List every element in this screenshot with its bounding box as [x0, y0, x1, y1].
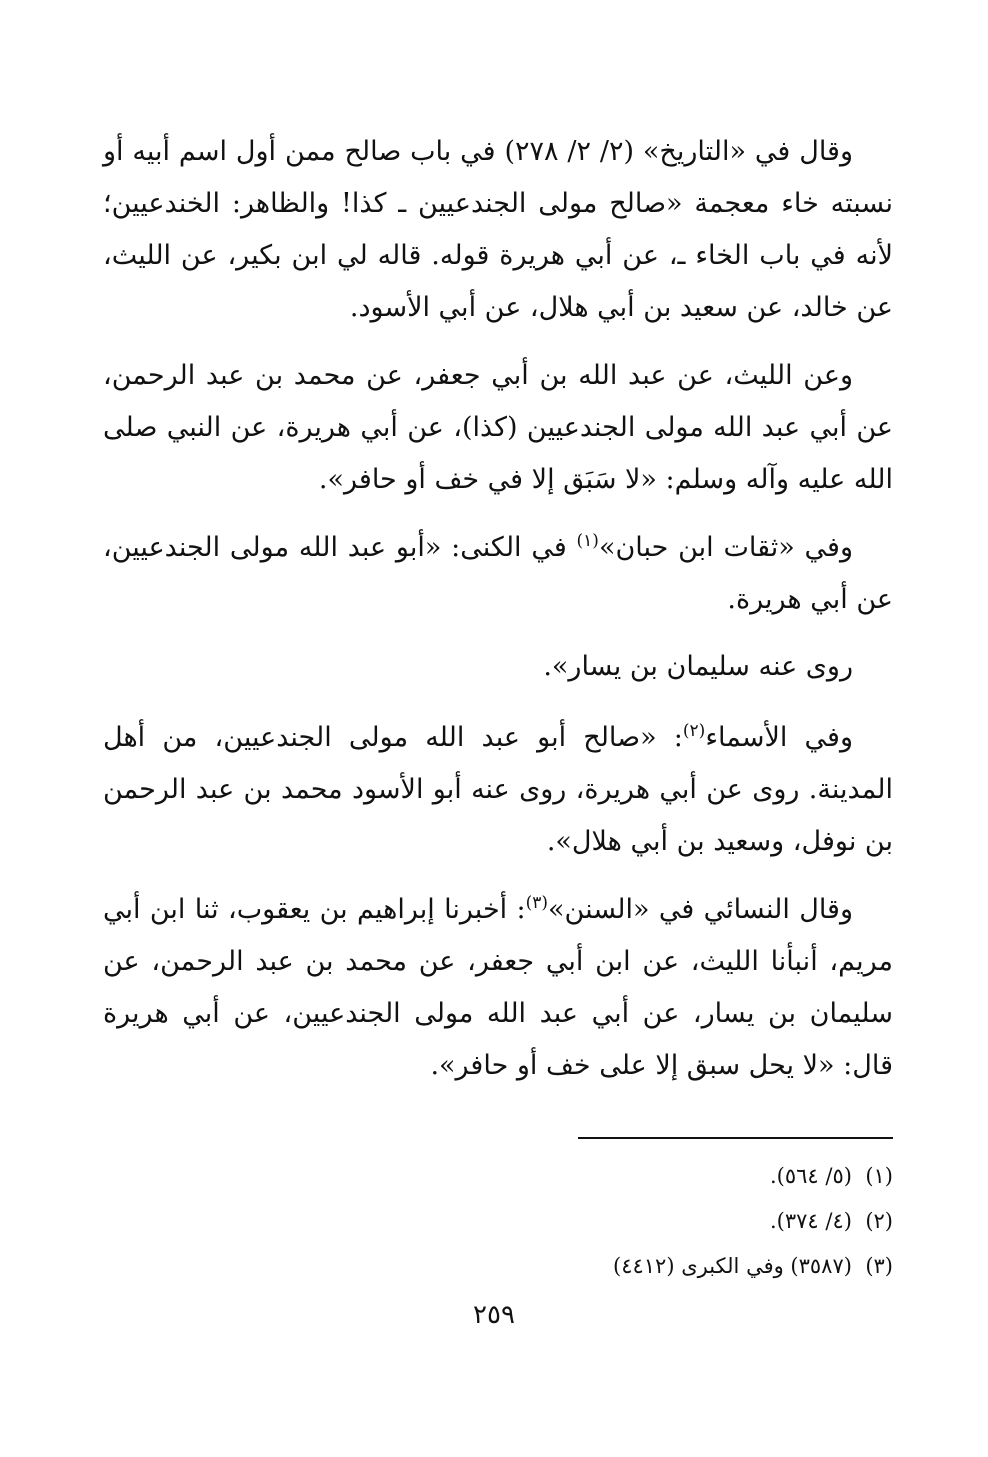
paragraph-3-text-before: وفي «ثقات ابن حبان»	[598, 532, 854, 563]
paragraph-2-text: وعن الليث، عن عبد الله بن أبي جعفر، عن محمد بن عبد الرحمن، عن أبي عبد الله مولى الجندعيين (كذا)، عن أبي هريرة، عن النبي صلى الله عليه وآله وسلم: «لا سَبَق إلا في خف أو حافر».	[103, 360, 893, 495]
footnote-2-text: (٤/ ٣٧٤).	[769, 1209, 852, 1233]
paragraph-2	[103, 350, 893, 506]
footnote-ref-2: (٢)	[682, 721, 706, 741]
footnote-1-text: (٥/ ٥٦٤).	[769, 1164, 852, 1188]
paragraph-3	[103, 522, 893, 626]
paragraph-5-text-after: : «صالح أبو عبد الله مولى الجندعيين، من أهل المدينة. روى عن أبي هريرة، روى عنه أبو الأسود محمد بن عبد الرحمن بن نوفل، وسعيد بن أبي هلال».	[103, 722, 893, 857]
paragraph-1-text: وقال في «التاريخ» (٢/ ٢/ ٢٧٨) في باب صالح ممن أول اسم أبيه أو نسبته خاء معجمة «صالح مولى الجندعيين ـ كذا! والظاهر: الخندعيين؛ لأنه في باب الخاء ـ، عن أبي هريرة قوله. قاله لي ابن بكير، عن الليث، عن خالد، عن سعيد بن أبي هلال، عن أبي الأسود.	[103, 136, 893, 323]
paragraph-6	[103, 884, 893, 1092]
footnote-2	[393, 1205, 893, 1237]
footnote-ref-3: (٣)	[525, 893, 548, 913]
paragraph-5-text-before: وفي الأسماء	[705, 722, 853, 753]
footnote-3	[393, 1250, 893, 1282]
footnote-ref-1: (١)	[576, 531, 599, 551]
footnote-separator	[578, 1137, 893, 1139]
page-number: ٢٥٩	[473, 1300, 515, 1330]
paragraph-5	[103, 712, 893, 868]
paragraph-6-text-after: : أخبرنا إبراهيم بن يعقوب، ثنا ابن أبي مريم، أنبأنا الليث، عن ابن أبي جعفر، عن محمد بن عبد الرحمن، عن سليمان بن يسار، عن أبي عبد الله مولى الجندعيين، عن أبي هريرة قال: «لا يحل سبق إلا على خف أو حافر».	[103, 894, 893, 1081]
paragraph-4	[103, 641, 893, 693]
paragraph-1	[103, 126, 893, 334]
footnote-2-number: (٢)	[865, 1209, 893, 1233]
footnote-3-number: (٣)	[865, 1254, 893, 1278]
footnote-3-text: (٣٥٨٧) وفي الكبرى (٤٤١٢)	[613, 1254, 852, 1278]
footnote-1-number: (١)	[865, 1164, 893, 1188]
paragraph-3-text-after: في الكنى: «أبو عبد الله مولى الجندعيين، عن أبي هريرة.	[103, 532, 893, 615]
paragraph-4-text: روى عنه سليمان بن يسار».	[543, 651, 853, 682]
paragraph-6-text-before: وقال النسائي في «السنن»	[548, 894, 853, 925]
footnote-1	[393, 1160, 893, 1192]
